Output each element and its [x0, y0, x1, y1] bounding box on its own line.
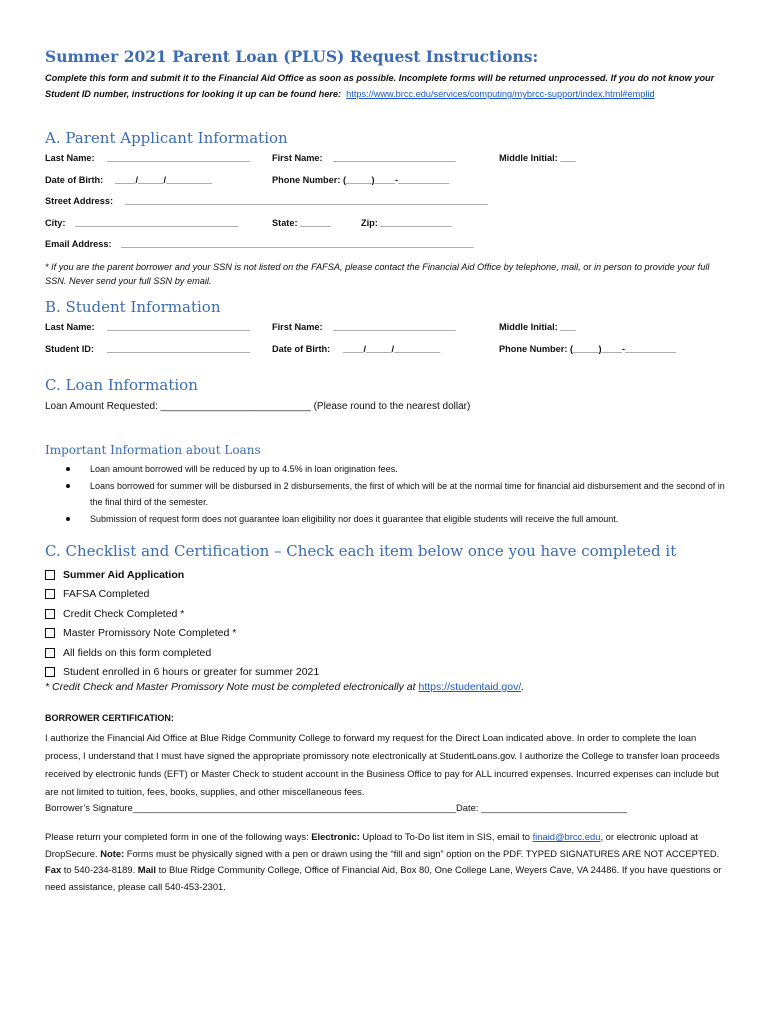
studentaid-link[interactable]: https://studentaid.gov/: [418, 681, 522, 693]
zip-field[interactable]: Zip: ______________: [361, 218, 452, 228]
student-dob-label: Date of Birth:: [272, 344, 331, 354]
bullet-icon: [66, 484, 70, 488]
list-item: Submission of request form does not guarantee loan eligibility nor does it guarantee that eligible students will receive the full amount.: [45, 511, 725, 527]
checkbox[interactable]: [45, 609, 55, 619]
ssn-note: * If you are the parent borrower and your SSN is not listed on the FAFSA, please contact the Financial Aid Office by telephone, mail, or in person to provide your full SSN. Never send your full SSN by email.: [45, 262, 710, 286]
parent-dob-field[interactable]: ____/_____/_________: [115, 175, 213, 185]
section-c-loan-heading: C. Loan Information: [45, 376, 198, 394]
student-id-label: Student ID:: [45, 344, 94, 354]
borrower-certification-heading: BORROWER CERTIFICATION:: [45, 713, 174, 723]
student-first-name-field[interactable]: ________________________: [333, 322, 456, 332]
student-last-name-field[interactable]: ____________________________: [107, 322, 251, 332]
checklist-heading: C. Checklist and Certification – Check each item below once you have completed it: [45, 542, 677, 560]
checkbox[interactable]: [45, 648, 55, 658]
checkbox[interactable]: [45, 589, 55, 599]
bullet-icon: [66, 467, 70, 471]
important-info-list: [45, 461, 725, 528]
section-b-heading: B. Student Information: [45, 298, 221, 316]
parent-last-name-label: Last Name:: [45, 153, 95, 163]
parent-first-name-field[interactable]: ________________________: [333, 153, 456, 163]
checkbox[interactable]: [45, 628, 55, 638]
student-middle-initial-field[interactable]: Middle Initial: ___: [499, 322, 576, 332]
checklist-item[interactable]: Master Promissory Note Completed *: [45, 624, 725, 644]
parent-dob-label: Date of Birth:: [45, 175, 104, 185]
finaid-email-link[interactable]: finaid@brcc.edu: [532, 831, 601, 842]
email-label: Email Address:: [45, 239, 112, 249]
list-item: Loans borrowed for summer will be disbursed in 2 disbursements, the first of which will be at the normal time for financial aid disbursement and the second of in the final third of the semester.: [45, 478, 725, 510]
parent-last-name-field[interactable]: ____________________________: [107, 153, 251, 163]
email-field[interactable]: _____________________________________________________________________: [121, 239, 474, 249]
loan-amount-field[interactable]: Loan Amount Requested: ___________________________ (Please round to the nearest dollar): [45, 401, 471, 412]
checkbox[interactable]: [45, 667, 55, 677]
parent-first-name-label: First Name:: [272, 153, 323, 163]
checklist-item[interactable]: Credit Check Completed *: [45, 604, 725, 624]
state-field[interactable]: State: ______: [272, 218, 331, 228]
student-id-help-link[interactable]: https://www.brcc.edu/services/computing/mybrcc-support/index.html#emplid: [346, 89, 655, 99]
intro-text: [45, 70, 725, 102]
page-title: Summer 2021 Parent Loan (PLUS) Request Instructions:: [45, 47, 539, 66]
student-id-field[interactable]: ____________________________: [107, 344, 251, 354]
checklist: [45, 565, 725, 682]
section-a-heading: A. Parent Applicant Information: [45, 129, 288, 147]
checkbox[interactable]: [45, 570, 55, 580]
student-last-name-label: Last Name:: [45, 322, 95, 332]
signature-date-field[interactable]: Borrower’s Signature______________________________________________________________Date: ____________________________: [45, 802, 627, 813]
intro-body: Complete this form and submit it to the Financial Aid Office as soon as possible. Incomplete forms will be returned unprocessed. If you do not know your Student ID number, instructions for looking it up can be found here:: [45, 73, 715, 99]
city-label: City:: [45, 218, 66, 228]
borrower-certification-text: I authorize the Financial Aid Office at Blue Ridge Community College to forward my request for the Direct Loan indicated above. In order to complete the loan process, I understand that I must have signed the appropriate promissory note electronically at StudentLoans.gov. I authorize the College to transfer loan proceeds received by electronic funds (EFT) or Master Check to student account in the Business Office to pay for ALL incurred expenses. Incurred expenses can include but are not limited to tuition, fees, books, supplies, and other miscellaneous fees.: [45, 732, 720, 797]
checklist-item[interactable]: Student enrolled in 6 hours or greater for summer 2021: [45, 663, 725, 683]
student-dob-field[interactable]: ____/_____/_________: [343, 344, 441, 354]
checklist-note: * Credit Check and Master Promissory Note must be completed electronically at https://studentaid.gov/.: [45, 681, 525, 693]
parent-middle-initial-field[interactable]: Middle Initial: ___: [499, 153, 576, 163]
student-first-name-label: First Name:: [272, 322, 323, 332]
checklist-item[interactable]: FAFSA Completed: [45, 585, 725, 605]
parent-phone-field[interactable]: Phone Number: (_____)____-__________: [272, 175, 450, 185]
street-address-label: Street Address:: [45, 196, 114, 206]
checklist-item[interactable]: All fields on this form completed: [45, 643, 725, 663]
return-instructions: Please return your completed form in one of the following ways: Electronic: Upload to To-Do list item in SIS, email to finaid@brcc.edu, or electronic upload at DropSecure. Note: Forms must be physically signed with a pen or drawn using the “fill and sign” option on the PDF. TYPED SIGNATURES ARE NOT ACCEPTED. Fax to 540-234-8189. Mail to Blue Ridge Community College, Office of Financial Aid, Box 80, One College Lane, Weyers Cave, VA 24486. If you have questions or need assistance, please call 540-453-2301.: [45, 831, 722, 892]
street-address-field[interactable]: _______________________________________________________________________: [125, 196, 488, 206]
student-phone-field[interactable]: Phone Number: (_____)____-__________: [499, 344, 677, 354]
important-info-heading: Important Information about Loans: [45, 443, 261, 457]
checklist-item[interactable]: Summer Aid Application: [45, 565, 725, 585]
list-item: Loan amount borrowed will be reduced by up to 4.5% in loan origination fees.: [45, 461, 725, 477]
city-field[interactable]: ________________________________: [75, 218, 239, 228]
bullet-icon: [66, 517, 70, 521]
